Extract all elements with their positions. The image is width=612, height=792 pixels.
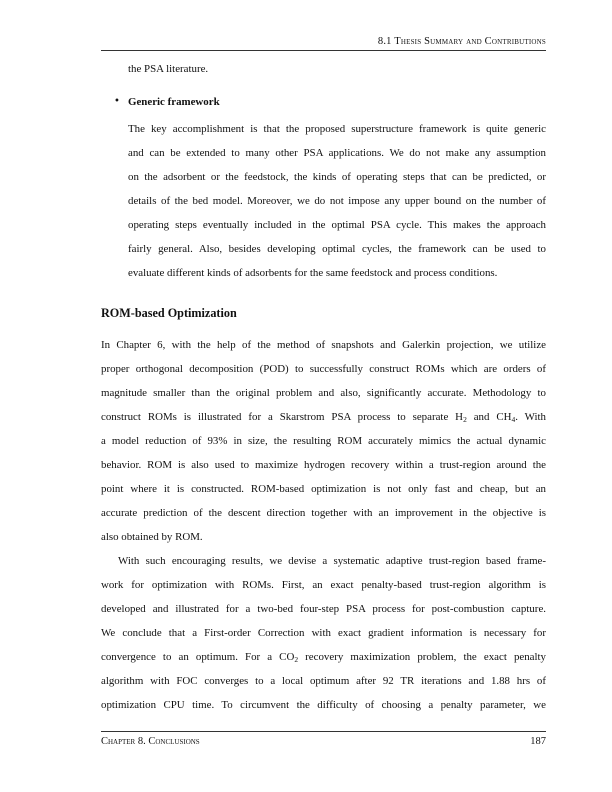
text-run: recovery maximization problem, the exact penalty [298, 651, 546, 663]
subscript: 2 [294, 655, 299, 664]
paragraph-line: In Chapter 6, with the help of the method of snapshots and Galerkin projection, we utilize [101, 339, 546, 351]
paragraph-line [101, 652, 546, 663]
footer-rule [101, 731, 546, 732]
footer-chapter: Chapter 8. Conclusions [101, 736, 200, 747]
bullet-title: Generic framework [128, 96, 220, 108]
text-run: convergence to an optimum. For a CO [101, 651, 295, 663]
running-header: 8.1 Thesis Summary and Contributions [377, 36, 546, 47]
paragraph-line [101, 412, 546, 423]
subscript: 2 [463, 415, 467, 424]
bullet-line: on the adsorbent or the feedstock, the kinds of operating steps that can be predicted, or [128, 171, 546, 183]
paragraph-line: optimization CPU time. To circumvent the difficulty of choosing a penalty parameter, we [101, 699, 546, 711]
paragraph-line: With such encouraging results, we devise a systematic adaptive trust-region based frame- [118, 555, 546, 567]
section-heading: ROM-based Optimization [101, 306, 237, 320]
paragraph-line: developed and illustrated for a two-bed four-step PSA process for post-combustion capture. [101, 603, 546, 615]
bullet-line: evaluate different kinds of adsorbents for the same feedstock and process conditions. [128, 267, 498, 279]
paragraph-line: a model reduction of 93% in size, the resulting ROM accurately mimics the actual dynamic [101, 435, 546, 447]
bullet-line: operating steps eventually included in the optimal PSA cycle. This makes the approach [128, 219, 546, 231]
paragraph-line: accurate prediction of the descent direction together with an improvement in the objective is [101, 507, 546, 519]
paragraph-line: algorithm with FOC converges to a local optimum after 92 TR iterations and 1.88 hrs of [101, 675, 546, 687]
continuation-text: the PSA literature. [128, 63, 209, 75]
paragraph-line: behavior. ROM is also used to maximize hydrogen recovery within a trust-region around the [101, 459, 546, 471]
bullet-line: fairly general. Also, besides developing optimal cycles, the framework can be used to [128, 243, 546, 255]
text-run: and CH [466, 411, 512, 423]
text-run: . With [515, 411, 546, 423]
paragraph-line: also obtained by ROM. [101, 531, 203, 543]
paragraph-line: We conclude that a First-order Correction with exact gradient information is necessary for [101, 627, 546, 639]
bullet-line: The key accomplishment is that the proposed superstructure framework is quite generic [128, 123, 546, 135]
bullet-line: details of the bed model. Moreover, we do not impose any upper bound on the number of [128, 195, 546, 207]
paragraph-line: magnitude smaller than the original problem and also, significantly accurate. Methodology to [101, 387, 546, 399]
paragraph-line: proper orthogonal decomposition (POD) to successfully construct ROMs which are orders of [101, 363, 546, 375]
paragraph-line: point where it is constructed. ROM-based optimization is not only fast and cheap, but an [101, 483, 546, 495]
bullet-line: and can be extended to many other PSA applications. We do not make any assumption [128, 147, 546, 159]
paragraph-line: work for optimization with ROMs. First, an exact penalty-based trust-region algorithm is [101, 579, 546, 591]
text-run: construct ROMs is illustrated for a Skarstrom PSA process to separate H [101, 411, 464, 423]
subscript: 4 [511, 415, 516, 424]
page-number: 187 [530, 736, 546, 747]
bullet-marker: • [114, 96, 120, 107]
header-rule [101, 50, 546, 51]
